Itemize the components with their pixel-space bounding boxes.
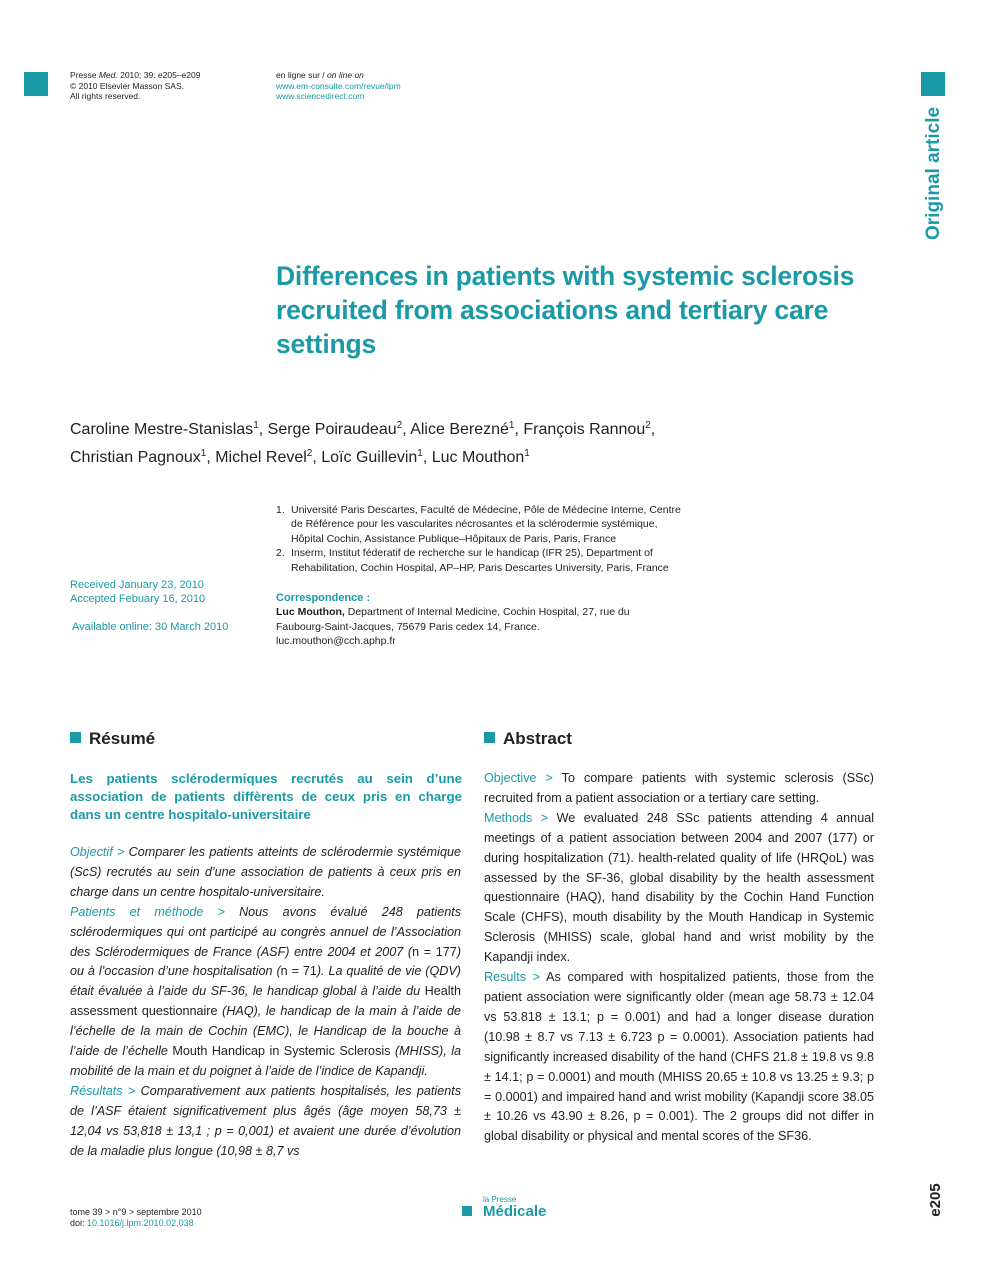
copyright: © 2010 Elsevier Masson SAS. xyxy=(70,80,184,91)
logo-square-icon xyxy=(462,1206,472,1216)
affiliation-1: 1. Université Paris Descartes, Faculté de Médecine, Pôle de Médecine Interne, Centre de Référence pour les vascularites nécrosantes et la sclérodermie systémique, Hôpital Cochin, Assistance Publique–Hôpitaux de Paris, Paris, France xyxy=(276,504,681,545)
link-sciencedirect[interactable]: www.sciencedirect.com xyxy=(276,91,365,101)
email-link[interactable]: luc.mouthon@cch.aphp.fr xyxy=(276,635,396,648)
section-label: Original article xyxy=(923,106,944,240)
correspondence: Correspondence : Luc Mouthon, Department of Internal Medicine, Cochin Hospital, 27, rue du Faubourg-Saint-Jacques, 75679 Paris cedex 14, France. luc.mouthon@cch.aphp.fr xyxy=(276,591,706,649)
author: Caroline Mestre-Stanislas xyxy=(70,421,254,438)
accepted-date: Accepted Febuary 16, 2010 xyxy=(70,593,206,605)
author: Serge Poiraudeau xyxy=(267,421,397,438)
footer-issue: tome 39 > n°9 > septembre 2010 doi: 10.1016/j.lpm.2010.02.038 xyxy=(70,1207,202,1228)
resume-subtitle: Les patients sclérodermiques recrutés au sein d’une association de patients diffèrents de ceux pris en charge dans un centre hospitalo-universitaire xyxy=(70,771,462,822)
author: Christian Pagnoux xyxy=(70,449,201,466)
heading-square-icon xyxy=(70,732,81,743)
author-list: Caroline Mestre-Stanislas$^1$, Serge Poiraudeau$^2$, Alice Berezné$^1$, François Rannou$^2$, Christian Pagnoux$^1$, Michel Revel$^2$, Loïc Guillevin$^1$, Luc Mouthon$^1$ xyxy=(70,420,656,466)
resume-resultats: Résultats > Comparativement aux patients hospitalisés, les patients de l’ASF étaient significativement plus âgés (âge moyen 58,73 ± 12,04 vs 53,818 ± 13,1 ; p = 0,001) et avaient une durée d’évolution de la maladie plus longue (10,98 ± 8,7 vs xyxy=(70,1083,462,1158)
abstract-body xyxy=(484,769,874,1147)
affiliation-2: 2. Inserm, Institut féderatif de recherche sur le handicap (IFR 25), Department of Rehabilitation, Cochin Hospital, AP–HP, Paris Descartes University, Paris, France xyxy=(276,547,669,574)
page-number: e205 xyxy=(927,1183,944,1217)
journal-citation: Presse Med. 2010; 39: e205–e209 © 2010 Elsevier Masson SAS. All rights reserved. xyxy=(70,70,270,102)
corner-square-right xyxy=(921,72,945,96)
journal-logo: la Presse Médicale xyxy=(483,1195,547,1220)
resume-body xyxy=(70,843,461,1162)
abstract-results: Results > As compared with hospitalized patients, those from the patient association were significantly older (mean age 58.73 ± 12.04 vs 53.818 ± 13.1; p = 0.001) and had a longer disease duration (10.98 ± 8.7 vs 7.13 ± 6.723 p = 0.0001). Association patients had significantly increased disability of the hand (CHFS 21.8 ± 19.8 vs 9.8 ± 14.1; p = 0.0001) and mouth (MHISS 20.65 ± 10.8 vs 13.25 ± 9.3; p = 0.0001) and impaired hand and wrist mobility (Kapandji score 38.05 ± 10.26 vs 43.90 ± 8.26, p = 0.001). The 2 groups did not differ in global disability or physical and mental scores of the SF36. xyxy=(484,970,874,1144)
author: Michel Revel xyxy=(215,449,307,466)
link-em-consulte[interactable]: www.em-consulte.com/revue/lpm xyxy=(276,80,401,91)
abstract-heading: Abstract xyxy=(484,729,572,749)
correspondence-label: Correspondence : xyxy=(276,592,371,604)
article-title: Differences in patients with systemic sclerosis recruited from associations and tertiary care settings xyxy=(276,261,855,359)
author: Luc Mouthon xyxy=(431,449,525,466)
resume-heading: Résumé xyxy=(70,729,155,749)
received-date: Received January 23, 2010 xyxy=(70,579,204,591)
abstract-methods: Methods > We evaluated 248 SSc patients attending 4 annual meetings of a patient association between 2004 and 2007 (177) or during hospitalization (71). health-related quality of life (HRQoL) was assessed by the SF-36, global disability by the health assessment questionnaire (HAQ), hand disability by the Cochin Hand Function Scale (CHFS), mouth disability by the Mouth Handicap in Systemic Sclerosis (MHISS) scale, global hand and wrist mobility by the Kapandji index. xyxy=(484,810,874,965)
rights: All rights reserved. xyxy=(70,91,141,101)
author: Alice Berezné xyxy=(410,421,509,438)
abstract-objective: Objective > To compare patients with systemic sclerosis (SSc) recruited from a patient association or a tertiary care setting. xyxy=(484,771,874,805)
affiliations xyxy=(276,503,706,575)
resume-methode: Patients et méthode > Nous avons évalué 248 patients sclérodermiques qui ont participé au congrès annuel de l’Association des Sclérodermiques de France (ASF) entre 2004 et 2007 (n = 177) ou à l’occasion d’une hospitalisation (n = 71). La qualité de vie (QDV) était évaluée à l’aide du SF-36, le handicap global à l’aide du Health assessment questionnaire (HAQ), le handicap de la main à l’aide de l’échelle de la main de Cochin (EMC), le Handicap de la bouche à l’aide de l’échelle Mouth Handicap in Systemic Sclerosis (MHISS), la mobilité de la main et du poignet à l’aide de l’indice de Kapandji. xyxy=(70,904,462,1078)
author: Loïc Guillevin xyxy=(321,449,418,466)
doi-link[interactable]: 10.1016/j.lpm.2010.02.038 xyxy=(87,1218,194,1228)
heading-square-icon xyxy=(484,732,495,743)
online-links: en ligne sur / on line on www.em-consulte.com/revue/lpm www.sciencedirect.com xyxy=(276,70,526,102)
resume-objectif: Objectif > Comparer les patients atteints de sclérodermie systémique (ScS) recrutés au sein d’une association de patients à ceux pris en charge dans un centre hospitalo-universitaire. xyxy=(70,845,461,899)
available-date: Available online: 30 March 2010 xyxy=(72,621,229,633)
corner-square-left xyxy=(24,72,48,96)
author: François Rannou xyxy=(523,421,646,438)
